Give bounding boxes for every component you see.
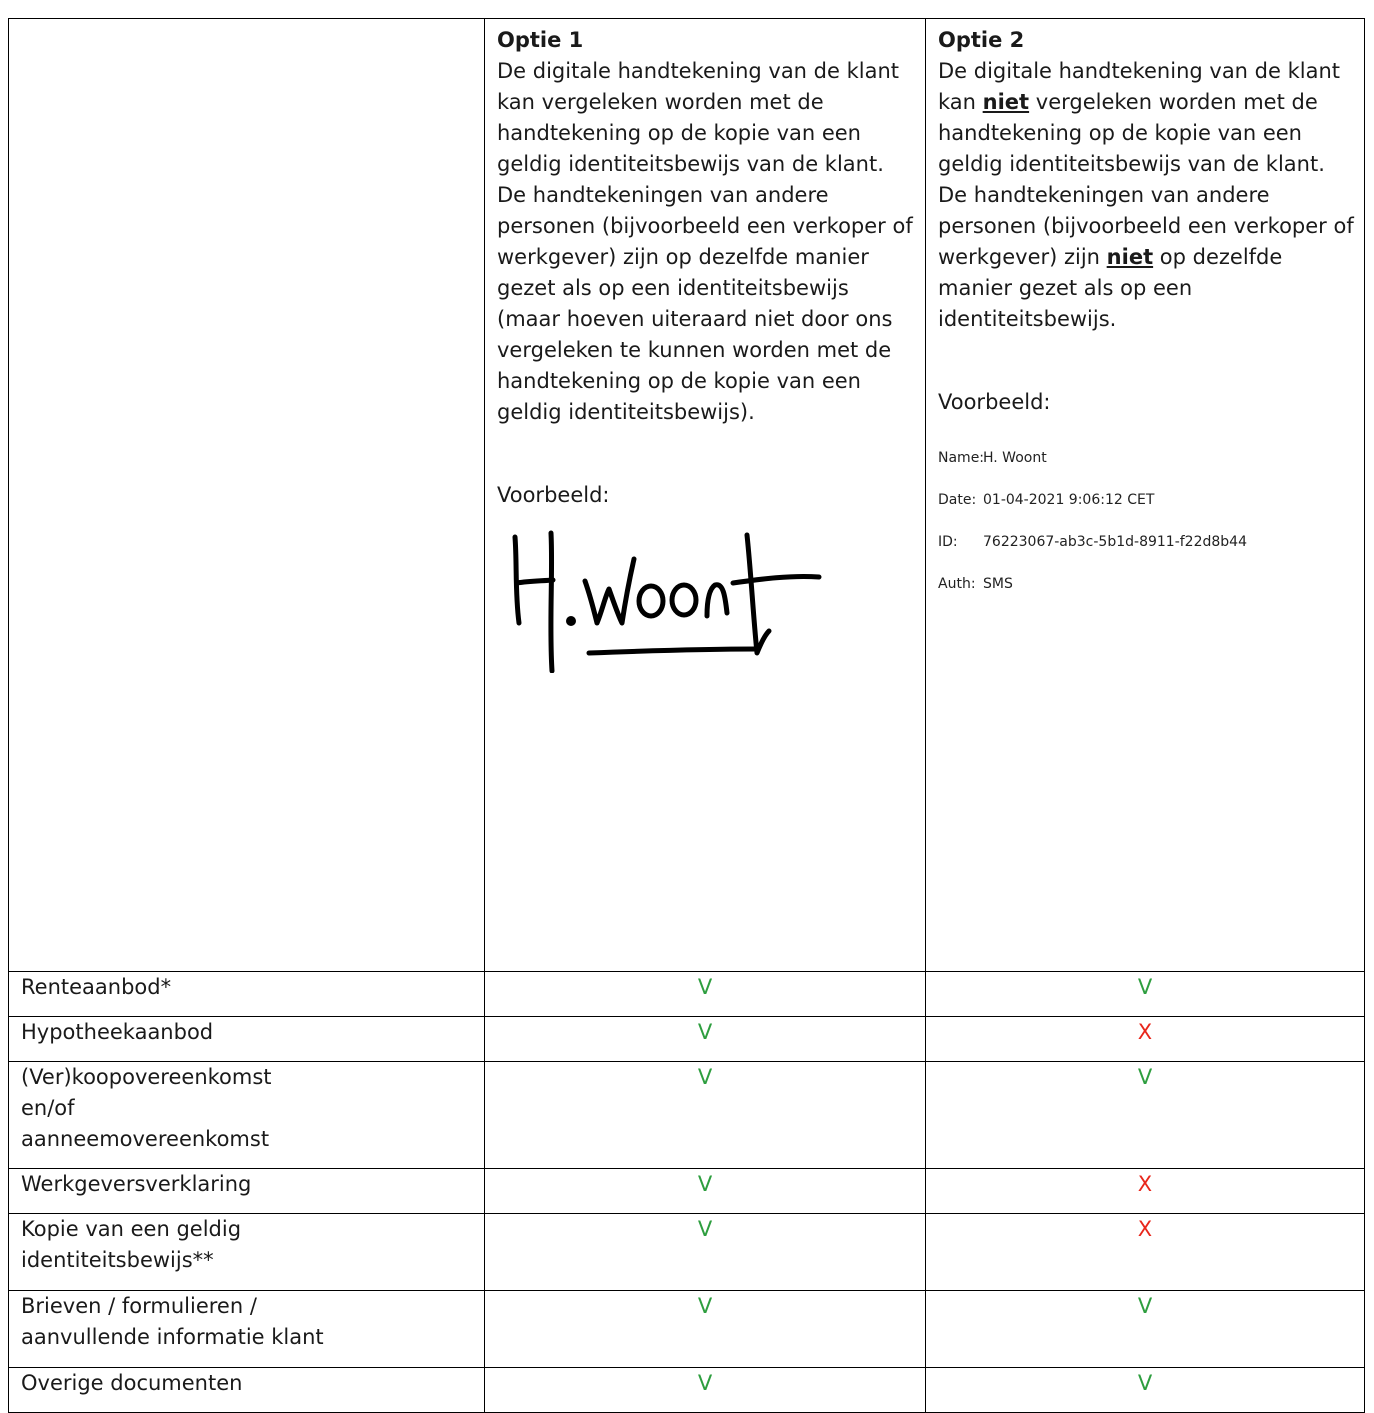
meta-row-name <box>938 448 1354 468</box>
option-1-check-mark: V <box>485 1169 926 1214</box>
option-2-title: Optie 2 <box>938 28 1025 52</box>
option-2-check-mark: V <box>926 1291 1365 1368</box>
meta-value: 01-04-2021 9:06:12 CET <box>983 492 1155 508</box>
option-2-cross-mark: X <box>926 1214 1365 1291</box>
option-2-cross-mark: X <box>926 1169 1365 1214</box>
option-1-title: Optie 1 <box>497 28 584 52</box>
option-1-check-mark: V <box>485 1214 926 1291</box>
meta-row-id <box>938 532 1354 552</box>
signature-options-table <box>8 18 1365 1413</box>
option-2-description <box>938 56 1354 335</box>
meta-value: SMS <box>983 576 1013 592</box>
option-2-text-a: De digitale handtekening van de klant kan <box>938 59 1341 114</box>
table-row <box>9 1368 1365 1413</box>
option-2-emphasis-2: niet <box>1106 245 1154 269</box>
option-2-cell <box>926 19 1365 972</box>
table-row <box>9 1291 1365 1368</box>
table-row <box>9 1017 1365 1062</box>
option-2-text-b: vergeleken worden met de handtekening op de kopie van een geldig identiteitsbewijs van de klant. De handtekeningen van andere personen (bijvoorbeeld een verkoper of werkgever) zijn <box>938 90 1354 269</box>
table-row <box>9 1214 1365 1291</box>
option-1-example-label: Voorbeeld: <box>497 483 610 507</box>
option-2-text-c: op dezelfde manier gezet als op een identiteitsbewijs. <box>938 245 1283 331</box>
meta-row-date <box>938 490 1354 510</box>
option-1-cell <box>485 19 926 972</box>
option-1-check-mark: V <box>485 1062 926 1169</box>
option-1-description: De digitale handtekening van de klant kan vergeleken worden met de handtekening op de kopie van een geldig identiteitsbewijs van de klant. De handtekeningen van andere personen (bijvoorbeeld een verkoper of werkgever) zijn op dezelfde manier gezet als op een identiteitsbewijs (maar hoeven uiteraard niet door ons vergeleken te kunnen worden met de handtekening op de kopie van een geldig identiteitsbewijs). <box>497 59 913 424</box>
document-type-label: Kopie van een geldig identiteitsbewijs** <box>9 1214 485 1291</box>
option-1-check-mark: V <box>485 972 926 1017</box>
digital-signature-metadata <box>938 448 1354 594</box>
meta-value: 76223067-ab3c-5b1d-8911-f22d8b44 <box>983 534 1247 550</box>
option-1-check-mark: V <box>485 1368 926 1413</box>
option-2-example-label: Voorbeeld: <box>938 390 1051 414</box>
option-2-check-mark: V <box>926 972 1365 1017</box>
meta-key: Auth: <box>938 576 976 592</box>
table-row <box>9 1062 1365 1169</box>
option-2-cross-mark: X <box>926 1017 1365 1062</box>
option-1-check-mark: V <box>485 1291 926 1368</box>
meta-row-auth <box>938 574 1354 594</box>
option-1-check-mark: V <box>485 1017 926 1062</box>
option-2-emphasis-1: niet <box>982 90 1030 114</box>
table-row <box>9 972 1365 1017</box>
empty-corner-cell <box>9 19 485 972</box>
meta-value: H. Woont <box>983 450 1047 466</box>
meta-key: Name: <box>938 450 985 466</box>
option-2-check-mark: V <box>926 1062 1365 1169</box>
handwritten-signature-image <box>501 523 915 682</box>
meta-key: Date: <box>938 492 977 508</box>
document-type-label: Brieven / formulieren / aanvullende informatie klant <box>9 1291 485 1368</box>
document-type-label: Overige documenten <box>9 1368 485 1413</box>
document-type-label: Werkgeversverklaring <box>9 1169 485 1214</box>
meta-key: ID: <box>938 534 958 550</box>
document-type-label: Hypotheekaanbod <box>9 1017 485 1062</box>
document-type-label: Renteaanbod* <box>9 972 485 1017</box>
option-2-check-mark: V <box>926 1368 1365 1413</box>
document-type-label: (Ver)koopovereenkomst en/of aanneemovereenkomst <box>9 1062 485 1169</box>
table-row <box>9 1169 1365 1214</box>
